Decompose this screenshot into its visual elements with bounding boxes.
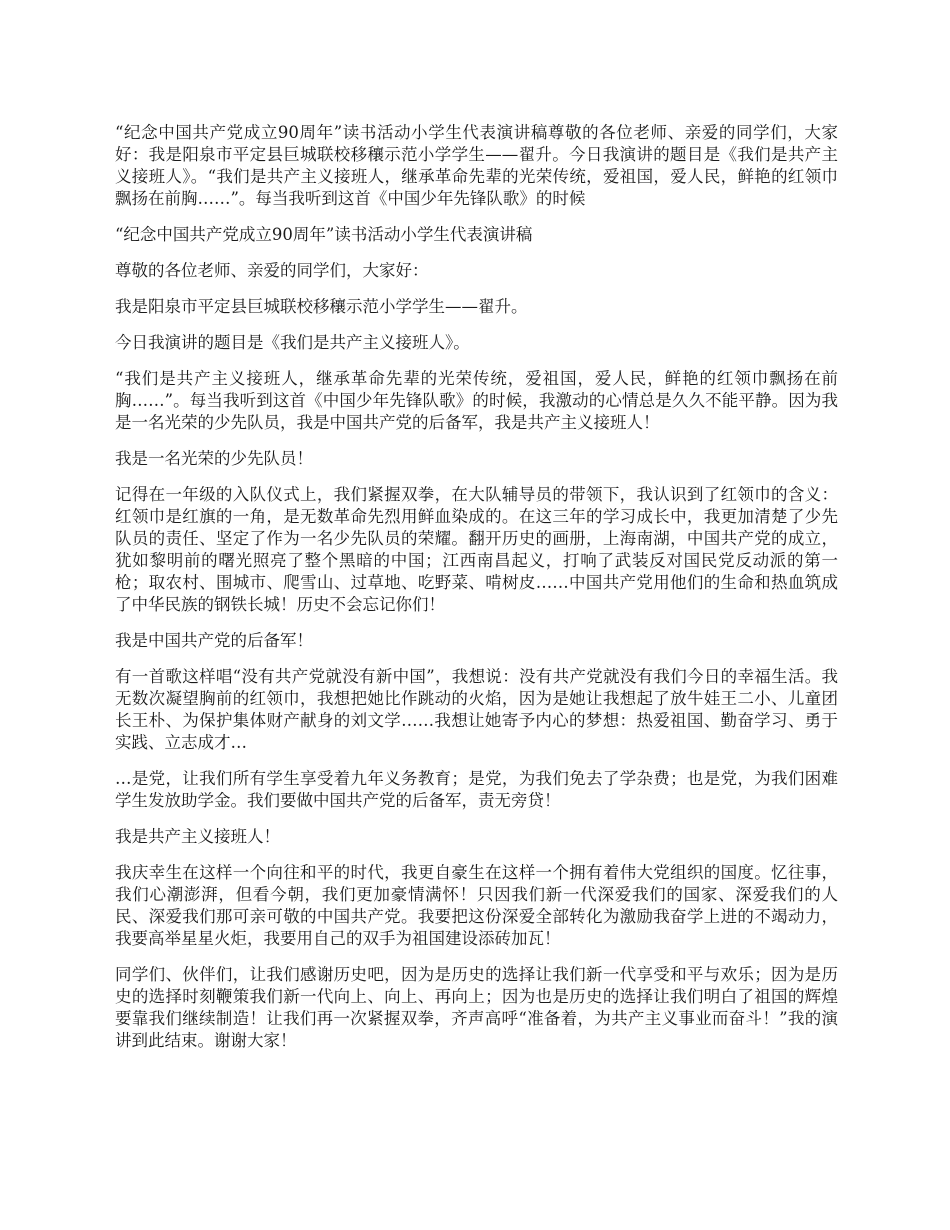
summary-paragraph: “纪念中国共产党成立90周年”读书活动小学生代表演讲稿尊敬的各位老师、亲爱的同学们，大家好：我是阳泉市平定县巨城联校移穰示范小学学生——翟升。今日我演讲的题目是《我们是共产主义接班人》。“我们是共产主义接班人，继承革命先辈的光荣传统，爱祖国，爱人民，鲜艳的红领巾飘扬在前胸……”。每当我听到这首《中国少年先锋队歌》的时候 — [115, 123, 838, 208]
section-heading-young-pioneer: 我是一名光荣的少先队员！ — [115, 449, 313, 468]
speech-title: “纪念中国共产党成立90周年”读书活动小学生代表演讲稿 — [115, 225, 533, 244]
reserve-army-paragraph-1: 有一首歌这样唱“没有共产党就没有新中国”，我想说：没有共产党就没有我们今日的幸福生活。我无数次凝望胸前的红领巾，我想把她比作跳动的火焰，因为是她让我想起了放牛娃王二小、儿童团长王朴、为保护集体财产献身的刘文学……我想让她寄予内心的梦想：热爱祖国、勤奋学习、勇于实践、立志成才… — [115, 667, 838, 752]
topic-paragraph: 今日我演讲的题目是《我们是共产主义接班人》。 — [115, 333, 470, 352]
greeting-paragraph: 尊敬的各位老师、亲爱的同学们，大家好： — [115, 261, 429, 280]
young-pioneer-paragraph: 记得在一年级的入队仪式上，我们紧握双拳，在大队辅导员的带领下，我认识到了红领巾的含义：红领巾是红旗的一角，是无数革命先烈用鲜血染成的。在这三年的学习成长中，我更加清楚了少先队员的责任、坚定了作为一名少先队员的荣耀。翻开历史的画册，上海南湖，中国共产党的成立，犹如黎明前的曙光照亮了整个黑暗的中国；江西南昌起义，打响了武装反对国民党反动派的第一枪；取农村、围城市、爬雪山、过草地、吃野菜、啃树皮……中国共产党用他们的生命和热血筑成了中华民族的钢铁长城！历史不会忘记你们！ — [115, 485, 838, 614]
section-heading-reserve-army: 我是中国共产党的后备军！ — [115, 631, 313, 650]
successor-paragraph: 我庆幸生在这样一个向往和平的时代，我更自豪生在这样一个拥有着伟大党组织的国度。忆往事，我们心潮澎湃，但看今朝，我们更加豪情满怀！只因我们新一代深爱我们的国家、深爱我们的人民、深爱我们那可亲可敬的中国共产党。我要把这份深爱全部转化为激励我奋学上进的不竭动力，我要高举星星火炬，我要用自己的双手为祖国建设添砖加瓦！ — [115, 863, 838, 948]
section-heading-successor: 我是共产主义接班人！ — [115, 827, 280, 846]
closing-paragraph: 同学们、伙伴们，让我们感谢历史吧，因为是历史的选择让我们新一代享受和平与欢乐；因为是历史的选择时刻鞭策我们新一代向上、向上、再向上；因为也是历史的选择让我们明白了祖国的辉煌要靠我们继续制造！让我们再一次紧握双拳，齐声高呼“准备着，为共产主义事业而奋斗！”我的演讲到此结束。谢谢大家！ — [115, 965, 838, 1050]
self-introduction-paragraph: 我是阳泉市平定县巨城联校移穰示范小学学生——翟升。 — [115, 297, 528, 316]
reserve-army-paragraph-2: …是党，让我们所有学生享受着九年义务教育；是党，为我们免去了学杂费；也是党，为我们困难学生发放助学金。我们要做中国共产党的后备军，责无旁贷！ — [115, 769, 838, 810]
opening-paragraph: “我们是共产主义接班人，继承革命先辈的光荣传统，爱祖国，爱人民，鲜艳的红领巾飘扬在前胸……”。每当我听到这首《中国少年先锋队歌》的时候，我激动的心情总是久久不能平静。因为我是一名光荣的少先队员，我是中国共产党的后备军，我是共产主义接班人！ — [115, 369, 838, 432]
